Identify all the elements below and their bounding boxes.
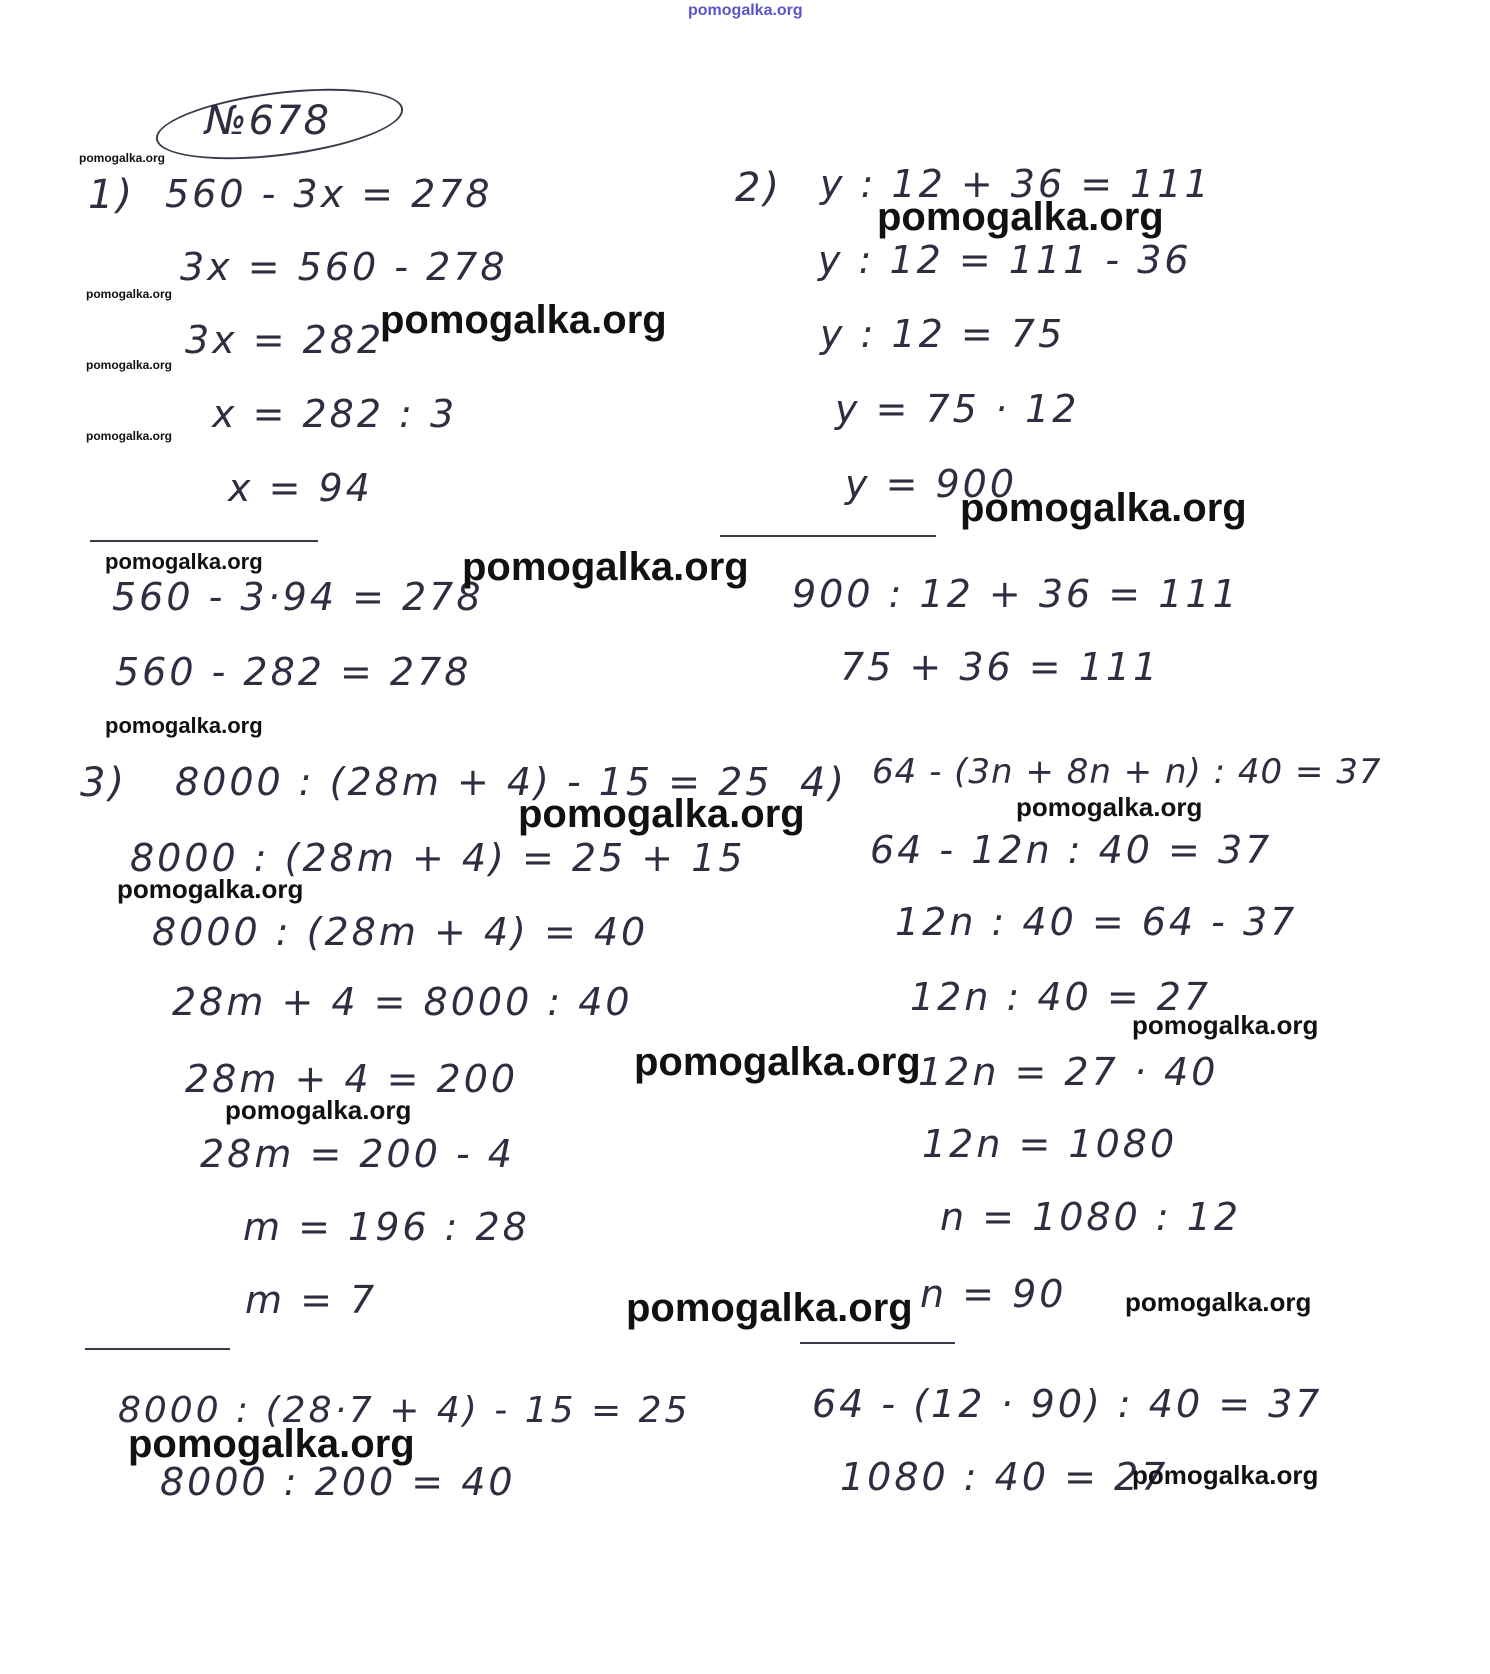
watermark: pomogalka.org [117, 874, 304, 904]
part-3-check: 8000 : (28·7 + 4) - 15 = 25 [118, 1390, 691, 1431]
part-2-rule [720, 535, 936, 537]
part-2-check: 75 + 36 = 111 [840, 645, 1161, 689]
part-2-step: y : 12 = 111 - 36 [818, 238, 1192, 282]
part-4-step: n = 90 [920, 1272, 1067, 1316]
part-4-step: 12n = 1080 [922, 1122, 1178, 1166]
part-3-step: m = 7 [245, 1278, 378, 1322]
watermark: pomogalka.org [518, 792, 805, 836]
part-1-step: x = 282 : 3 [212, 392, 458, 436]
part-2-check: 900 : 12 + 36 = 111 [792, 572, 1240, 616]
part-3-step: m = 196 : 28 [243, 1205, 530, 1249]
part-4-step: 12n : 40 = 27 [910, 975, 1212, 1019]
part-3-step: 8000 : (28m + 4) = 25 + 15 [130, 836, 746, 880]
watermark: pomogalka.org [105, 713, 263, 738]
part-2-step: y = 75 · 12 [835, 387, 1080, 431]
part-1-check: 560 - 282 = 278 [115, 650, 472, 694]
part-3-step: 28m + 4 = 8000 : 40 [172, 980, 633, 1024]
watermark: pomogalka.org [86, 429, 173, 443]
watermark: pomogalka.org [1125, 1287, 1312, 1317]
part-1-step: 3x = 282 [185, 318, 385, 362]
part-4-check: 1080 : 40 = 27 [840, 1455, 1169, 1499]
part-2-step: y = 900 [845, 462, 1018, 506]
watermark: pomogalka.org [626, 1286, 913, 1330]
watermark: pomogalka.org [79, 151, 166, 165]
part-3-rule [85, 1348, 230, 1350]
part-3-check: 8000 : 200 = 40 [160, 1460, 516, 1504]
watermark: pomogalka.org [1132, 1010, 1319, 1040]
part-2-step: y : 12 = 75 [820, 312, 1066, 356]
part-4-rule [800, 1342, 955, 1344]
problem-number: №678 [205, 98, 331, 144]
part-3-step: 28m = 200 - 4 [200, 1132, 515, 1176]
watermark: pomogalka.org [634, 1040, 921, 1084]
watermark: pomogalka.org [1016, 792, 1203, 822]
watermark: pomogalka.org [1132, 1460, 1319, 1490]
watermark: pomogalka.org [462, 545, 749, 589]
part-4-label: 4) [800, 760, 848, 806]
part-4-step: 12n : 40 = 64 - 37 [895, 900, 1298, 944]
watermark: pomogalka.org [877, 195, 1164, 239]
part-4-step: 12n = 27 · 40 [918, 1050, 1219, 1094]
part-3-step: 8000 : (28m + 4) - 15 = 25 [175, 760, 773, 804]
part-4-check: 64 - (12 · 90) : 40 = 37 [812, 1382, 1323, 1426]
watermark: pomogalka.org [380, 298, 667, 342]
watermark: pomogalka.org [960, 486, 1247, 530]
part-1-step: 3x = 560 - 278 [180, 245, 508, 289]
part-4-step: 64 - 12n : 40 = 37 [870, 828, 1273, 872]
part-1-label: 1) [88, 172, 136, 218]
part-4-step: n = 1080 : 12 [940, 1195, 1242, 1239]
part-1-step: x = 94 [228, 466, 373, 510]
part-1-step: 560 - 3x = 278 [165, 172, 493, 216]
watermark-top: pomogalka.org [688, 2, 803, 19]
part-2-step: y : 12 + 36 = 111 [820, 162, 1212, 206]
part-4-step: 64 - (3n + 8n + n) : 40 = 37 [872, 752, 1382, 792]
watermark: pomogalka.org [225, 1095, 412, 1125]
part-3-step: 8000 : (28m + 4) = 40 [152, 910, 649, 954]
watermark: pomogalka.org [86, 358, 173, 372]
watermark: pomogalka.org [105, 549, 263, 574]
watermark: pomogalka.org [86, 287, 173, 301]
part-3-label: 3) [80, 760, 128, 806]
part-1-check: 560 - 3·94 = 278 [112, 575, 484, 619]
watermark: pomogalka.org [128, 1422, 415, 1466]
part-3-step: 28m + 4 = 200 [185, 1057, 519, 1101]
part-2-label: 2) [735, 165, 783, 211]
part-1-rule [90, 540, 318, 542]
